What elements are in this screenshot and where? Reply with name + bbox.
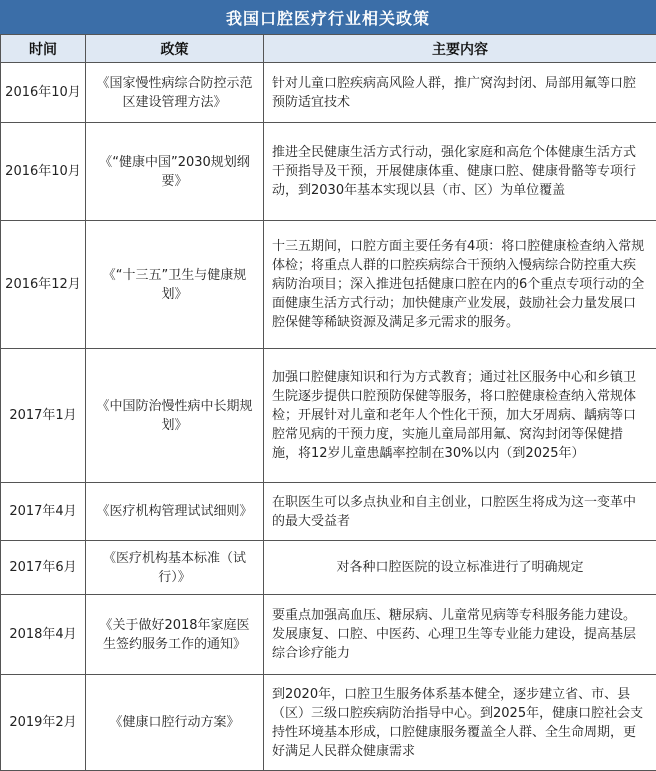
row-content: 要重点加强高血压、糖尿病、儿童常见病等专科服务能力建设。发展康复、口腔、中医药、心理卫生等专业能力建设，提高基层综合诊疗能力 bbox=[264, 595, 656, 675]
row-time: 2016年12月 bbox=[1, 221, 86, 349]
row-time: 2017年6月 bbox=[1, 541, 86, 595]
table-row bbox=[1, 63, 656, 123]
row-time: 2016年10月 bbox=[1, 123, 86, 221]
row-policy: 《医疗机构基本标准（试行）》 bbox=[86, 541, 264, 595]
row-policy: 《中国防治慢性病中长期规划》 bbox=[86, 349, 264, 483]
header-row bbox=[1, 35, 656, 63]
row-content: 在职医生可以多点执业和自主创业，口腔医生将成为这一变革中的最大受益者 bbox=[264, 483, 656, 541]
row-content: 十三五期间，口腔方面主要任务有4项：将口腔健康检查纳入常规体检；将重点人群的口腔疾病综合干预纳入慢病综合防控重大疾病防治项目；深入推进包括健康口腔在内的6个重点专项行动的全面健康生活方式行动；加快健康产业发展，鼓励社会力量发展口腔保健等稀缺资源及满足多元需求的服务。 bbox=[264, 221, 656, 349]
row-time: 2016年10月 bbox=[1, 63, 86, 123]
header-content: 主要内容 bbox=[264, 35, 656, 63]
row-content: 推进全民健康生活方式行动，强化家庭和高危个体健康生活方式干预指导及干预，开展健康体重、健康口腔、健康骨骼等专项行动，到2030年基本实现以县（市、区）为单位覆盖 bbox=[264, 123, 656, 221]
row-content: 到2020年，口腔卫生服务体系基本健全，逐步建立省、市、县（区）三级口腔疾病防治指导中心。到2025年，健康口腔社会支持性环境基本形成，口腔健康服务覆盖全人群、全生命周期，更好满足人民群众健康需求 bbox=[264, 675, 656, 771]
table-row bbox=[1, 675, 656, 771]
row-time: 2017年1月 bbox=[1, 349, 86, 483]
table-row bbox=[1, 349, 656, 483]
row-content: 针对儿童口腔疾病高风险人群，推广窝沟封闭、局部用氟等口腔预防适宜技术 bbox=[264, 63, 656, 123]
row-time: 2019年2月 bbox=[1, 675, 86, 771]
table-row bbox=[1, 541, 656, 595]
row-policy: 《“十三五”卫生与健康规划》 bbox=[86, 221, 264, 349]
policy-table bbox=[0, 34, 656, 771]
row-policy: 《医疗机构管理试试细则》 bbox=[86, 483, 264, 541]
row-policy: 《关于做好2018年家庭医生签约服务工作的通知》 bbox=[86, 595, 264, 675]
row-content: 加强口腔健康知识和行为方式教育；通过社区服务中心和乡镇卫生院逐步提供口腔预防保健等服务，将口腔健康检查纳入常规体检；开展针对儿童和老年人个性化干预，加大牙周病、龋病等口腔常见病的干预力度，实施儿童局部用氟、窝沟封闭等保健措施，将12岁儿童患龋率控制在30%以内（到2025年） bbox=[264, 349, 656, 483]
header-policy: 政策 bbox=[86, 35, 264, 63]
row-time: 2018年4月 bbox=[1, 595, 86, 675]
table-title: 我国口腔医疗行业相关政策 bbox=[0, 0, 656, 34]
row-policy: 《“健康中国”2030规划纲要》 bbox=[86, 123, 264, 221]
row-policy: 《国家慢性病综合防控示范区建设管理方法》 bbox=[86, 63, 264, 123]
table-row bbox=[1, 595, 656, 675]
row-content: 对各种口腔医院的设立标准进行了明确规定 bbox=[264, 541, 656, 595]
row-policy: 《健康口腔行动方案》 bbox=[86, 675, 264, 771]
header-time: 时间 bbox=[1, 35, 86, 63]
table-row bbox=[1, 483, 656, 541]
table-row bbox=[1, 123, 656, 221]
row-time: 2017年4月 bbox=[1, 483, 86, 541]
table-row bbox=[1, 221, 656, 349]
